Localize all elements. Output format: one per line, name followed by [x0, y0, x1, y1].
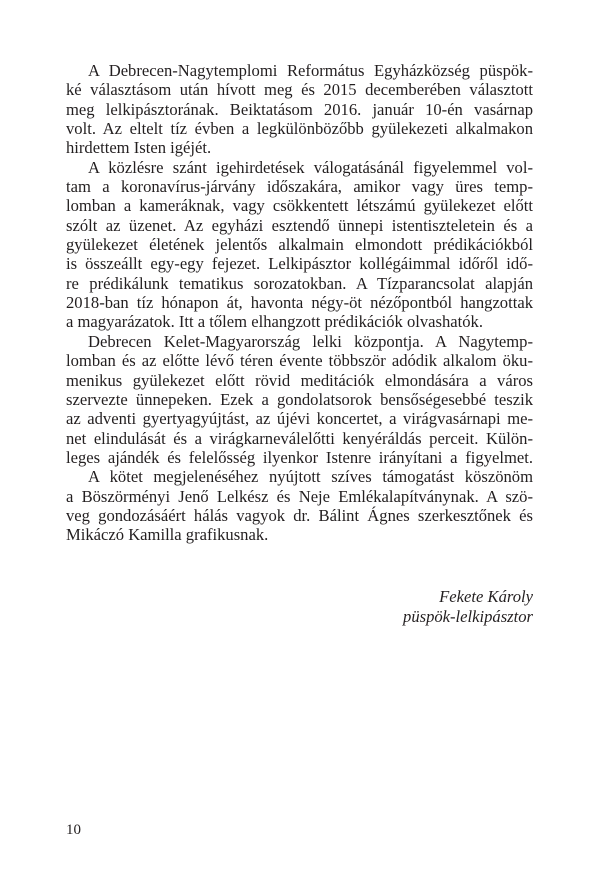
text-line: A Debrecen-Nagytemplomi Református Egyházközség püspök- [88, 61, 533, 80]
page-body [66, 61, 533, 545]
paragraph [66, 61, 533, 158]
paragraph [66, 158, 533, 332]
text-line: ké választásom után hívott meg és 2015 decemberében választott [66, 80, 533, 100]
text-line: a Böszörményi Jenő Lelkész és Neje Emlékalapítványnak. A szö- [66, 486, 533, 506]
text-line: A közlésre szánt igehirdetések válogatásánál figyelemmel vol- [88, 157, 533, 177]
text-line: A kötet megjelenéséhez nyújtott szíves támogatást köszönöm [88, 467, 533, 487]
text-line: volt. Az eltelt tíz évben a legkülönbözőbb gyülekezeti alkalmakon [66, 119, 533, 139]
text-line: menikus gyülekezet előtt rövid meditációk elmondására a város [66, 370, 533, 390]
text-line: is összeállt egy-egy fejezet. Lelkipásztor kollégáimmal időről idő- [66, 254, 533, 274]
text-line: Mikáczó Kamilla grafikusnak. [66, 525, 269, 545]
text-line: hirdettem Isten igéjét. [66, 138, 212, 158]
text-line: Debrecen Kelet-Magyarország lelki központja. A Nagytemp- [88, 331, 533, 351]
text-line: szólt az üzenet. Az egyházi esztendő ünnepi istentiszteletein és a [66, 215, 533, 235]
text-line: az adventi gyertyagyújtást, az újévi koncertet, a virágvasárnapi me- [66, 409, 533, 429]
text-line: szervezte ünnepeken. Ezek a gondolatsorok bensőségesebbé teszik [66, 389, 533, 409]
text-line: a magyarázatok. Itt a tőlem elhangzott prédikációk olvashatók. [66, 312, 483, 332]
signature-title: püspök-lelkipásztor [403, 606, 533, 626]
text-line: veg gondozásáért hálás vagyok dr. Bálint Ágnes szerkesztőnek és [66, 505, 533, 525]
text-line: gyülekezet életének jelentős alkalmain elmondott prédikációkból [66, 235, 533, 255]
text-line: net elindulását és a virágkarneválelőtti kenyéráldás perceit. Külön- [66, 428, 533, 448]
signature-name: Fekete Károly [439, 587, 533, 606]
text-line: lomban a kameráknak, vagy csökkentett létszámú gyülekezet előtt [66, 196, 533, 216]
text-line: re prédikálunk tematikus sorozatokban. A Tízparancsolat alapján [66, 273, 533, 293]
signature [403, 587, 533, 626]
text-line: meg lelkipásztorának. Beiktatásom 2016. január 10-én vasárnap [66, 99, 533, 119]
text-line: tam a koronavírus-járvány időszakára, amikor vagy üres temp- [66, 177, 533, 197]
page-number: 10 [66, 822, 81, 838]
paragraph [66, 467, 533, 544]
text-line: 2018-ban tíz hónapon át, havonta négy-öt nézőpontból hangzottak [66, 293, 533, 313]
text-line: lomban és az előtte lévő téren évente többször adódik alkalom öku- [66, 351, 533, 371]
paragraph [66, 332, 533, 467]
text-line: leges ajándék és felelősség ilyenkor Istenre irányítani a figyelmet. [66, 447, 533, 467]
